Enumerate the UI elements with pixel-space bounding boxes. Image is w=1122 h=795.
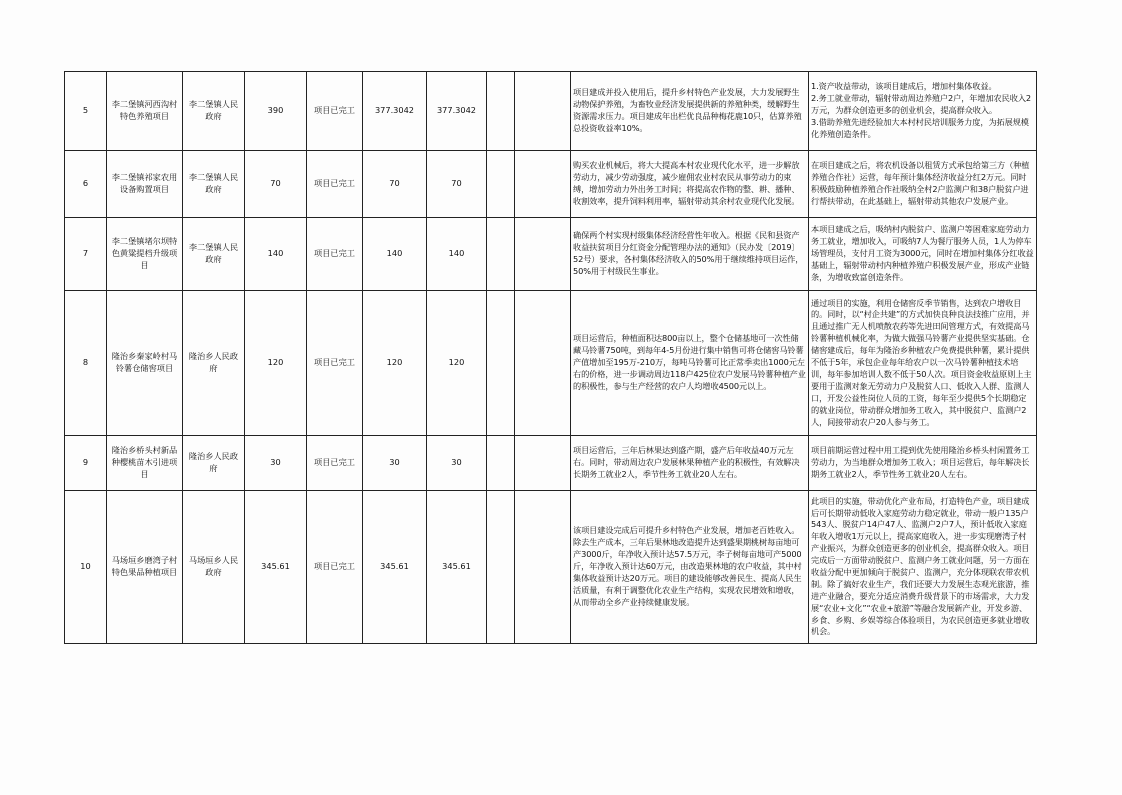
project-status: 项目已完工 bbox=[307, 291, 363, 436]
row-number: 9 bbox=[65, 436, 107, 491]
benefit-mechanism-text: 项目前期运营过程中用工提到优先使用隆治乡桥头村闲置务工劳动力，为当地群众增加务工收入；项目运营后，每年解决长期务工就业2人，季节性务工就业20人左右。 bbox=[809, 436, 1037, 491]
project-status: 项目已完工 bbox=[307, 436, 363, 491]
project-name: 李二堡镇祁家农用设备购置项目 bbox=[107, 151, 183, 218]
investment-amount: 120 bbox=[245, 291, 307, 436]
project-status: 项目已完工 bbox=[307, 218, 363, 291]
row-number: 5 bbox=[65, 72, 107, 151]
project-status: 项目已完工 bbox=[307, 72, 363, 151]
investment-amount: 345.61 bbox=[245, 491, 307, 644]
funds-amount: 120 bbox=[363, 291, 427, 436]
implementing-unit: 隆治乡人民政府 bbox=[183, 291, 245, 436]
empty-cell bbox=[487, 151, 515, 218]
benefit-mechanism-text: 通过项目的实施，利用仓储窖反季节销售，达到农户增收目的。同时，以“村企共建”的方式加快良种良法技推广应用，并且通过推广无人机喷散农药等先进田间管理方式，有效提高马铃薯种植机械化率，为做大做强马铃薯产业提供坚实基础。仓储窖建成后，每年为隆治乡种植农户免费提供种薯，累计提供不低于5年，承包企业每年给农户以一次马铃薯种植技术培训，每年参加培训人数不低于50人次。项目资金收益原则上主要用于监测对象无劳动力户及脱贫人口、低收入人群、监测人口，开发公益性岗位人员的工资，每年至少提供5个长期稳定的就业岗位，带动群众增加务工收入，其中脱贫户、监测户2人，间接带动农户20人参与务工。 bbox=[809, 291, 1037, 436]
empty-cell bbox=[515, 436, 571, 491]
funds-amount-2: 377.3042 bbox=[427, 72, 487, 151]
project-name: 李二堡镇河西沟村特色养殖项目 bbox=[107, 72, 183, 151]
implementing-unit: 李二堡镇人民政府 bbox=[183, 218, 245, 291]
project-status: 项目已完工 bbox=[307, 491, 363, 644]
row-number: 10 bbox=[65, 491, 107, 644]
benefit-mechanism-text: 1.资产收益带动，该项目建成后，增加村集体收益。 2.务工就业带动，辐射带动周边养殖户2户，年增加农民收入2万元，为群众创造更多的创业机会，提高群众收入。 3.借助养殖先进经验加大本村村民培训服务力度，为拓展规模化养殖创造条件。 bbox=[809, 72, 1037, 151]
project-effect-text: 项目运营后，三年后林果达到盛产期，盛产后年收益40万元左右。同时，带动周边农户发展林果种植产业的积极性，有效解决长期务工就业2人，季节性务工就业20人左右。 bbox=[571, 436, 809, 491]
implementing-unit: 隆治乡人民政府 bbox=[183, 436, 245, 491]
project-table bbox=[64, 71, 1037, 644]
funds-amount-2: 140 bbox=[427, 218, 487, 291]
implementing-unit: 李二堡镇人民政府 bbox=[183, 72, 245, 151]
row-number: 6 bbox=[65, 151, 107, 218]
funds-amount: 377.3042 bbox=[363, 72, 427, 151]
empty-cell bbox=[487, 218, 515, 291]
investment-amount: 70 bbox=[245, 151, 307, 218]
empty-cell bbox=[515, 491, 571, 644]
row-number: 7 bbox=[65, 218, 107, 291]
table-row bbox=[65, 436, 1037, 491]
funds-amount: 30 bbox=[363, 436, 427, 491]
empty-cell bbox=[487, 72, 515, 151]
implementing-unit: 马场垣乡人民政府 bbox=[183, 491, 245, 644]
row-number: 8 bbox=[65, 291, 107, 436]
project-effect-text: 确保两个村实现村级集体经济经营性年收入。根据《民和县资产收益扶贫项目分红资金分配管理办法的通知》（民办发〔2019〕52号）要求，各村集体经济收入的50%用于继续维持项目运作，50%用于村级民生事业。 bbox=[571, 218, 809, 291]
project-name: 李二堡镇堵尔坝特色黄粱提档升级项目 bbox=[107, 218, 183, 291]
empty-cell bbox=[515, 151, 571, 218]
investment-amount: 30 bbox=[245, 436, 307, 491]
project-effect-text: 项目建成并投入使用后，提升乡村特色产业发展，大力发展野生动物保护养殖，为畜牧业经济发展提供新的养殖种类，缓解野生资源需求压力。项目建成年出栏优良品种梅花鹿10只，估算养殖总投资收益率10%。 bbox=[571, 72, 809, 151]
implementing-unit: 李二堡镇人民政府 bbox=[183, 151, 245, 218]
empty-cell bbox=[515, 72, 571, 151]
funds-amount-2: 120 bbox=[427, 291, 487, 436]
project-name: 隆治乡桥头村新品种樱桃苗木引进项目 bbox=[107, 436, 183, 491]
empty-cell bbox=[487, 291, 515, 436]
empty-cell bbox=[487, 436, 515, 491]
benefit-mechanism-text: 在项目建成之后，将农机设备以租赁方式承包给第三方（种植养殖合作社）运营，每年预计集体经济收益分红2万元。同时积极鼓励种植养殖合作社吸纳全村2户监测户和38户脱贫户进行帮扶带动，在此基础上，辐射带动其他农户发展产业。 bbox=[809, 151, 1037, 218]
table-row bbox=[65, 218, 1037, 291]
project-effect-text: 该项目建设完成后可提升乡村特色产业发展，增加老百姓收入。除去生产成本，三年后果林地改造提升达到盛果期桃树每亩地可产3000斤，年净收入预计达57.5万元，李子树每亩地可产5000斤，年净收入预计达60万元，由改造果林地的农户收益，其中村集体收益预计达20万元。项目的建设能够改善民生、提高人民生活质量，有利于调整优化农业生产结构，实现农民增效和增收，从而带动全乡产业持续健康发展。 bbox=[571, 491, 809, 644]
table-row bbox=[65, 72, 1037, 151]
funds-amount: 70 bbox=[363, 151, 427, 218]
funds-amount-2: 70 bbox=[427, 151, 487, 218]
project-effect-text: 项目运营后，种植面积达800亩以上，整个仓储基地可一次性储藏马铃薯750吨，到每年4-5月份进行集中销售可将仓储窖马铃薯产值增加至195万-210万，每吨马铃薯可比正常季卖出1000元左右的价格，进一步调动周边118户425位农户发展马铃薯种植产业的积极性，参与生产经营的农户人均增收4500元以上。 bbox=[571, 291, 809, 436]
project-effect-text: 购买农业机械后，将大大提高本村农业现代化水平，进一步解放劳动力，减少劳动强度，减少雇佣农业村农民从事劳动力的束缚，增加劳动力外出务工时间；将提高农作物的整、耕、播种、收割效率，提升饲料利用率，辐射带动其余村农业现代化发展。 bbox=[571, 151, 809, 218]
funds-amount: 140 bbox=[363, 218, 427, 291]
table-row bbox=[65, 151, 1037, 218]
empty-cell bbox=[487, 491, 515, 644]
project-name: 隆治乡秦家岭村马铃薯仓储窖项目 bbox=[107, 291, 183, 436]
funds-amount: 345.61 bbox=[363, 491, 427, 644]
funds-amount-2: 30 bbox=[427, 436, 487, 491]
table-row bbox=[65, 291, 1037, 436]
project-name: 马场垣乡磨湾子村特色果品种植项目 bbox=[107, 491, 183, 644]
benefit-mechanism-text: 此项目的实施，带动优化产业布局，打造特色产业，项目建成后可长期带动低收入家庭劳动力稳定就业，带动一般户135户543人、脱贫户14户47人、监测户2户7人，预计低收入家庭年收入增收1万元以上，提高家庭收入，进一步实现磨湾子村产业振兴，为群众创造更多的创业机会，提高群众收入。项目完成后一方面带动脱贫户、监测户务工就业问题，另一方面在收益分配中更加倾向于脱贫户、监测户，充分体现联农带农机制。除了搞好农业生产，我们还要大力发展生态观光旅游，推进产业融合，要充分适应消费升级背景下的市场需求，大力发展“农业+文化”“农业+旅游”等融合发展新产业，开发乡游、乡食、乡购、乡娱等综合体验项目，为农民创造更多就业增收机会。 bbox=[809, 491, 1037, 644]
investment-amount: 140 bbox=[245, 218, 307, 291]
project-status: 项目已完工 bbox=[307, 151, 363, 218]
investment-amount: 390 bbox=[245, 72, 307, 151]
empty-cell bbox=[515, 291, 571, 436]
benefit-mechanism-text: 本项目建成之后，吸纳村内脱贫户、监测户等困难家庭劳动力务工就业，增加收入，可吸纳7人为餐厅服务人员，1人为停车场管理员，支付月工资为3000元，同时在增加村集体分红收益基础上，辐射带动村内种植养殖户积极发展产业，形成产业链条，为增收致富创造条件。 bbox=[809, 218, 1037, 291]
empty-cell bbox=[515, 218, 571, 291]
table-row bbox=[65, 491, 1037, 644]
funds-amount-2: 345.61 bbox=[427, 491, 487, 644]
